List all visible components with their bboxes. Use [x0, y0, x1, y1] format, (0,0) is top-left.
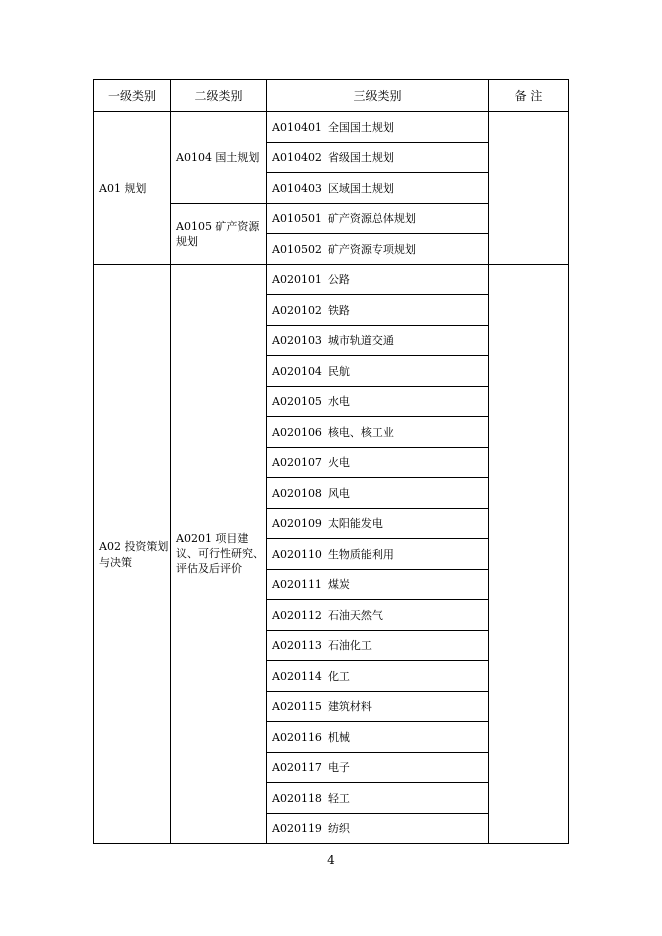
level3-code: A020115: [272, 700, 322, 714]
level3-code: A020105: [272, 395, 322, 409]
level3-code: A010501: [272, 212, 322, 226]
level3-code: A020111: [272, 578, 322, 592]
remarks-cell: [489, 112, 569, 265]
category-table: [93, 79, 569, 844]
header-remarks: 备 注: [489, 80, 569, 112]
level3-name: 生物质能利用: [327, 547, 394, 561]
level3-code: A020113: [272, 639, 322, 653]
level3-cell: [267, 203, 489, 234]
level3-code: A020116: [272, 730, 322, 744]
level3-cell: [267, 325, 489, 356]
level3-cell: [267, 295, 489, 326]
level1-cell: A02 投资策划与决策: [94, 264, 171, 844]
level3-name: 电子: [327, 761, 350, 775]
header-level3: 三级类别: [267, 80, 489, 112]
header-level1: 一级类别: [94, 80, 171, 112]
level3-name: 太阳能发电: [327, 517, 383, 531]
level3-cell: [267, 783, 489, 814]
level3-cell: [267, 600, 489, 631]
level3-code: A020102: [272, 303, 322, 317]
level3-cell: [267, 417, 489, 448]
level3-cell: [267, 661, 489, 692]
level3-name: 省级国土规划: [327, 151, 394, 165]
level2-cell: A0201 项目建议、可行性研究、评估及后评价: [171, 264, 267, 844]
level3-cell: [267, 508, 489, 539]
level3-name: 城市轨道交通: [327, 334, 394, 348]
level3-cell: [267, 691, 489, 722]
level3-code: A020108: [272, 486, 322, 500]
table-row: [94, 264, 569, 295]
level3-name: 化工: [327, 669, 350, 683]
level3-name: 民航: [327, 364, 350, 378]
level2-cell: A0104 国土规划: [171, 112, 267, 204]
level3-cell: [267, 569, 489, 600]
level3-code: A010502: [272, 242, 322, 256]
level2-cell: A0105 矿产资源规划: [171, 203, 267, 264]
level3-code: A020112: [272, 608, 322, 622]
level3-cell: [267, 356, 489, 387]
level3-cell: [267, 234, 489, 265]
level3-name: 铁路: [327, 303, 350, 317]
level3-code: A010403: [272, 181, 322, 195]
level3-cell: [267, 752, 489, 783]
level3-code: A020114: [272, 669, 322, 683]
level3-name: 机械: [327, 730, 350, 744]
level3-cell: [267, 173, 489, 204]
table-row: [94, 112, 569, 143]
level3-name: 煤炭: [327, 578, 350, 592]
level3-name: 建筑材料: [327, 700, 372, 714]
level3-code: A020119: [272, 822, 322, 836]
level3-name: 风电: [327, 486, 350, 500]
level3-code: A020117: [272, 761, 322, 775]
level3-cell: [267, 142, 489, 173]
level3-code: A020109: [272, 517, 322, 531]
header-level2: 二级类别: [171, 80, 267, 112]
level3-name: 轻工: [327, 791, 350, 805]
level3-code: A020103: [272, 334, 322, 348]
level3-code: A010402: [272, 151, 322, 165]
level3-name: 核电、核工业: [327, 425, 394, 439]
level3-cell: [267, 630, 489, 661]
remarks-cell: [489, 264, 569, 844]
level3-cell: [267, 386, 489, 417]
level3-name: 火电: [327, 456, 350, 470]
level3-cell: [267, 112, 489, 143]
header-row: [94, 80, 569, 112]
level3-name: 区域国土规划: [327, 181, 394, 195]
level3-code: A020104: [272, 364, 322, 378]
level3-code: A020107: [272, 456, 322, 470]
level1-cell: A01 规划: [94, 112, 171, 265]
level3-name: 石油天然气: [327, 608, 383, 622]
level3-code: A020110: [272, 547, 322, 561]
level3-cell: [267, 478, 489, 509]
level3-code: A020106: [272, 425, 322, 439]
level3-cell: [267, 722, 489, 753]
level3-cell: [267, 447, 489, 478]
level3-name: 全国国土规划: [327, 120, 394, 134]
level3-name: 纺织: [327, 822, 350, 836]
level3-cell: [267, 539, 489, 570]
level3-code: A020101: [272, 273, 322, 287]
page-number: 4: [327, 853, 335, 867]
level3-code: A010401: [272, 120, 322, 134]
level3-name: 水电: [327, 395, 350, 409]
level3-name: 矿产资源总体规划: [327, 212, 416, 226]
level3-name: 矿产资源专项规划: [327, 242, 416, 256]
level3-name: 公路: [327, 273, 350, 287]
level3-cell: [267, 264, 489, 295]
level3-code: A020118: [272, 791, 322, 805]
level3-name: 石油化工: [327, 639, 372, 653]
level3-cell: [267, 813, 489, 844]
